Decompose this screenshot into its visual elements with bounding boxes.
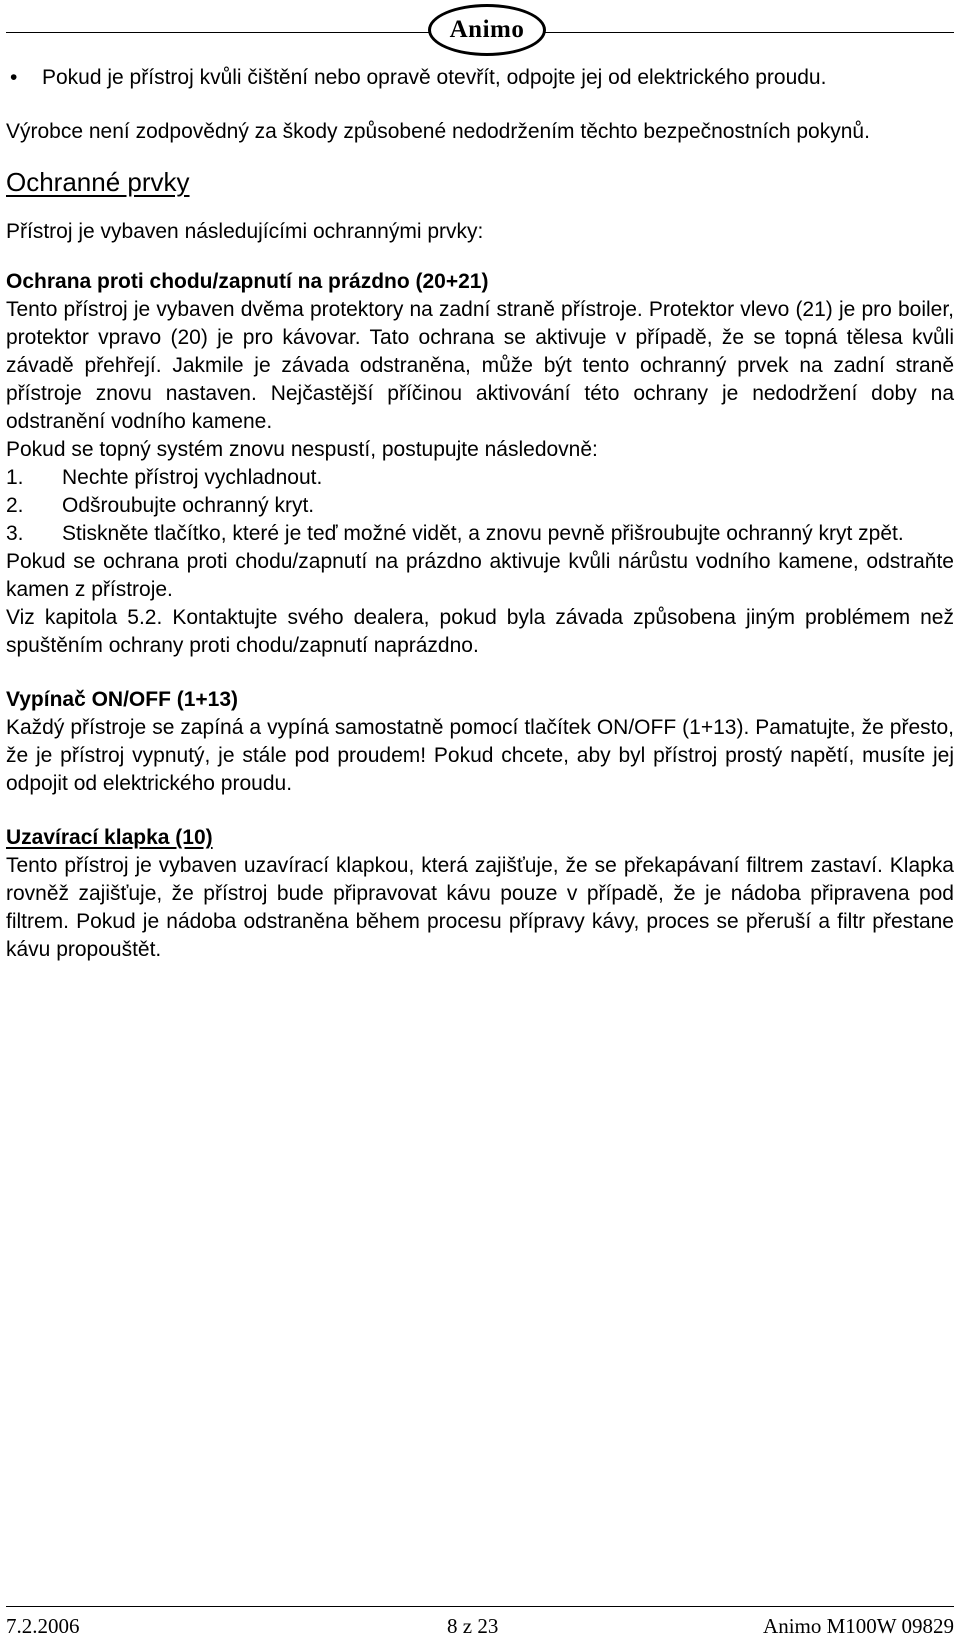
step-number: 2.: [6, 494, 24, 517]
dry-run-scale-note: Pokud se ochrana proti chodu/zapnutí na prázdno aktivuje kvůli nárůstu vodního kamene, odstraňte kamen z přístroje.: [6, 550, 954, 601]
onoff-title: Vypínač ON/OFF (1+13): [6, 688, 239, 711]
section-title: Ochranné prvky: [6, 167, 190, 197]
bullet-text: Pokud je přístroj kvůli čištění nebo opravě otevřít, odpojte jej od elektrického proudu.: [42, 66, 827, 89]
disclaimer-text: Výrobce není zodpovědný za škody způsobené nedodržením těchto bezpečnostních pokynů.: [6, 120, 870, 143]
bullet-marker: •: [10, 66, 18, 89]
dry-run-instructions: Pokud se topný systém znovu nespustí, postupujte následovně:: [6, 438, 598, 461]
page-header: [0, 0, 960, 62]
document-body: [6, 64, 954, 964]
step-text: Odšroubujte ochranný kryt.: [62, 494, 315, 517]
footer-date: 7.2.2006: [6, 1614, 80, 1638]
step-number: 1.: [6, 466, 24, 489]
bullet-item: [6, 64, 954, 92]
dry-run-dealer-note: Viz kapitola 5.2. Kontaktujte svého dealera, pokud byla závada způsobena jiným problémem než spuštěním ochrany proti chodu/zapnutí naprázdno.: [6, 606, 954, 657]
valve-description: Tento přístroj je vybaven uzavírací klapkou, která zajišťuje, že se překapávaní filtrem zastaví. Klapka rovněž zajišťuje, že přístroj bude připravovat kávu pouze v případě, že je nádoba připravena pod filtrem. Pokud je nádoba odstraněna během procesu přípravy kávy, proces se přeruší a filtr přestane kávu propouštět.: [6, 854, 954, 961]
intro-text: Přístroj je vybaven následujícími ochrannými prvky:: [6, 220, 484, 243]
step-text: Nechte přístroj vychladnout.: [62, 466, 323, 489]
valve-title: Uzavírací klapka (10): [6, 826, 213, 849]
footer-page-number: 8 z 23: [447, 1614, 499, 1638]
dry-run-description: Tento přístroj je vybaven dvěma protektory na zadní straně přístroje. Protektor vlevo (21) je pro boiler, protektor vpravo (20) je pro kávovar. Tato ochrana se aktivuje v případě, že se topná tělesa kvůli závadě přehřejí. Jakmile je závada odstraněna, může být tento ochranný prvek na zadní straně přístroje znovu nastaven. Nejčastější příčinou aktivování této ochrany je nedodržení doby na odstranění vodního kamene.: [6, 298, 954, 433]
dry-run-title: Ochrana proti chodu/zapnutí na prázdno (20+21): [6, 270, 489, 293]
step-text: Stiskněte tlačítko, které je teď možné vidět, a znovu pevně přišroubujte ochranný kryt zpět.: [62, 522, 904, 545]
logo-text: Animo: [449, 16, 525, 43]
animo-logo: [428, 4, 546, 56]
footer-model: Animo M100W 09829: [763, 1614, 954, 1638]
onoff-description: Každý přístroje se zapíná a vypíná samostatně pomocí tlačítek ON/OFF (1+13). Pamatujte, že přesto, že je přístroj vypnutý, je stále pod proudem! Pokud chcete, aby byl přístroj prostý napětí, musíte jej odpojit od elektrického proudu.: [6, 716, 954, 795]
footer-rule: [6, 1606, 954, 1607]
step-item: [6, 520, 954, 548]
page-footer: [6, 1606, 954, 1642]
step-item: [6, 492, 954, 520]
step-item: [6, 464, 954, 492]
step-number: 3.: [6, 522, 24, 545]
